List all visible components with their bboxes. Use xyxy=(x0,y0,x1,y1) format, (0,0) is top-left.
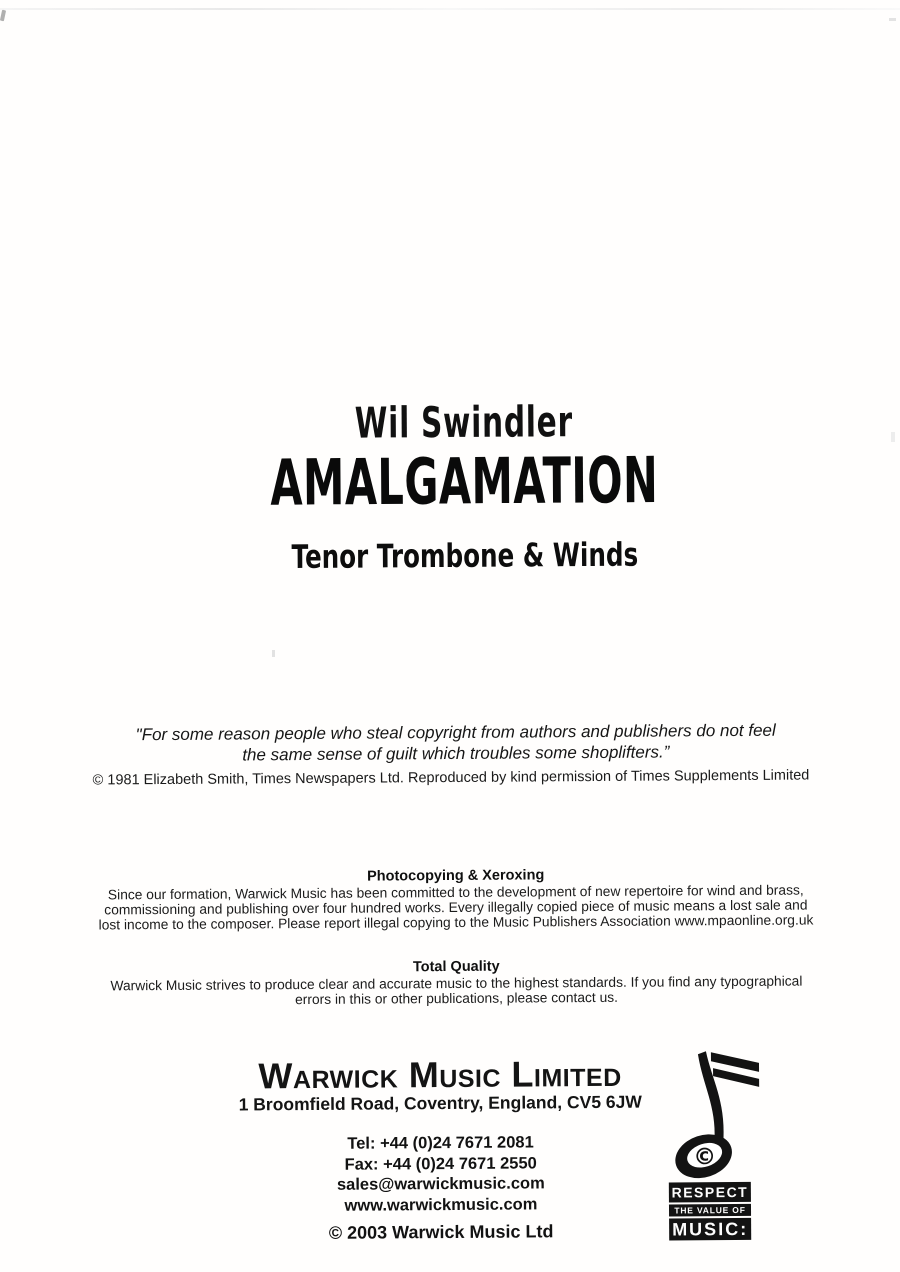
music-note-copyright-icon xyxy=(653,1042,766,1181)
total-quality-notice-line: errors in this or other publications, please contact us. xyxy=(295,990,619,1008)
respect-music-logo xyxy=(653,1042,766,1241)
publisher-address: 1 Broomfield Road, Coventry, England, CV5 6JW xyxy=(238,1091,642,1115)
publisher-email: sales@warwickmusic.com xyxy=(336,1174,545,1195)
quote-line-2: the same sense of guilt which troubles some shoplifters.” xyxy=(242,742,670,765)
total-quality-notice-line: Warwick Music strives to produce clear and accurate music to the highest standards. If you find any typographical xyxy=(110,973,803,994)
publisher-fax: Fax: +44 (0)24 7671 2550 xyxy=(344,1154,537,1174)
photocopying-notice xyxy=(6,865,900,934)
work-title-text: AMALGAMATION xyxy=(269,444,659,521)
copyright-quote xyxy=(6,719,900,767)
logo-respect-label: RESPECT xyxy=(669,1182,751,1203)
instrumentation-subtitle-text: Tenor Trombone & Winds xyxy=(290,536,638,577)
quote-attribution: © 1981 Elizabeth Smith, Times Newspapers Ltd. Reproduced by kind permission of Times Supplements Limited xyxy=(92,767,810,789)
copyright-line: © 2003 Warwick Music Ltd xyxy=(328,1221,554,1243)
total-quality-notice-heading: Total Quality xyxy=(412,958,500,976)
quote-line-1: "For some reason people who steal copyright from authors and publishers do not feel xyxy=(135,720,776,745)
logo-value-label: THE VALUE OF xyxy=(669,1204,751,1217)
composer-name xyxy=(13,397,900,449)
work-title xyxy=(14,444,900,521)
photocopying-notice-heading: Photocopying & Xeroxing xyxy=(366,867,545,885)
svg-text:©: © xyxy=(693,1144,717,1171)
publisher-name: Warwick Music Limited xyxy=(258,1052,622,1097)
publisher-tel: Tel: +44 (0)24 7671 2081 xyxy=(347,1133,534,1153)
photocopying-notice-line: Since our formation, Warwick Music has been committed to the development of new repertoire for wind and brass, xyxy=(107,882,804,903)
total-quality-notice xyxy=(6,956,900,1010)
photocopying-notice-line: lost income to the composer. Please report illegal copying to the Music Publishers Association www.mpaonline.org.uk xyxy=(98,912,814,933)
composer-name-text: Wil Swindler xyxy=(354,397,573,449)
logo-music-label: MUSIC: xyxy=(669,1218,751,1241)
publisher-website: www.warwickmusic.com xyxy=(344,1195,538,1215)
instrumentation-subtitle xyxy=(14,536,900,577)
photocopying-notice-line: commissioning and publishing over four hundred works. Every illegally copied piece of music means a lost sale and xyxy=(104,897,808,918)
